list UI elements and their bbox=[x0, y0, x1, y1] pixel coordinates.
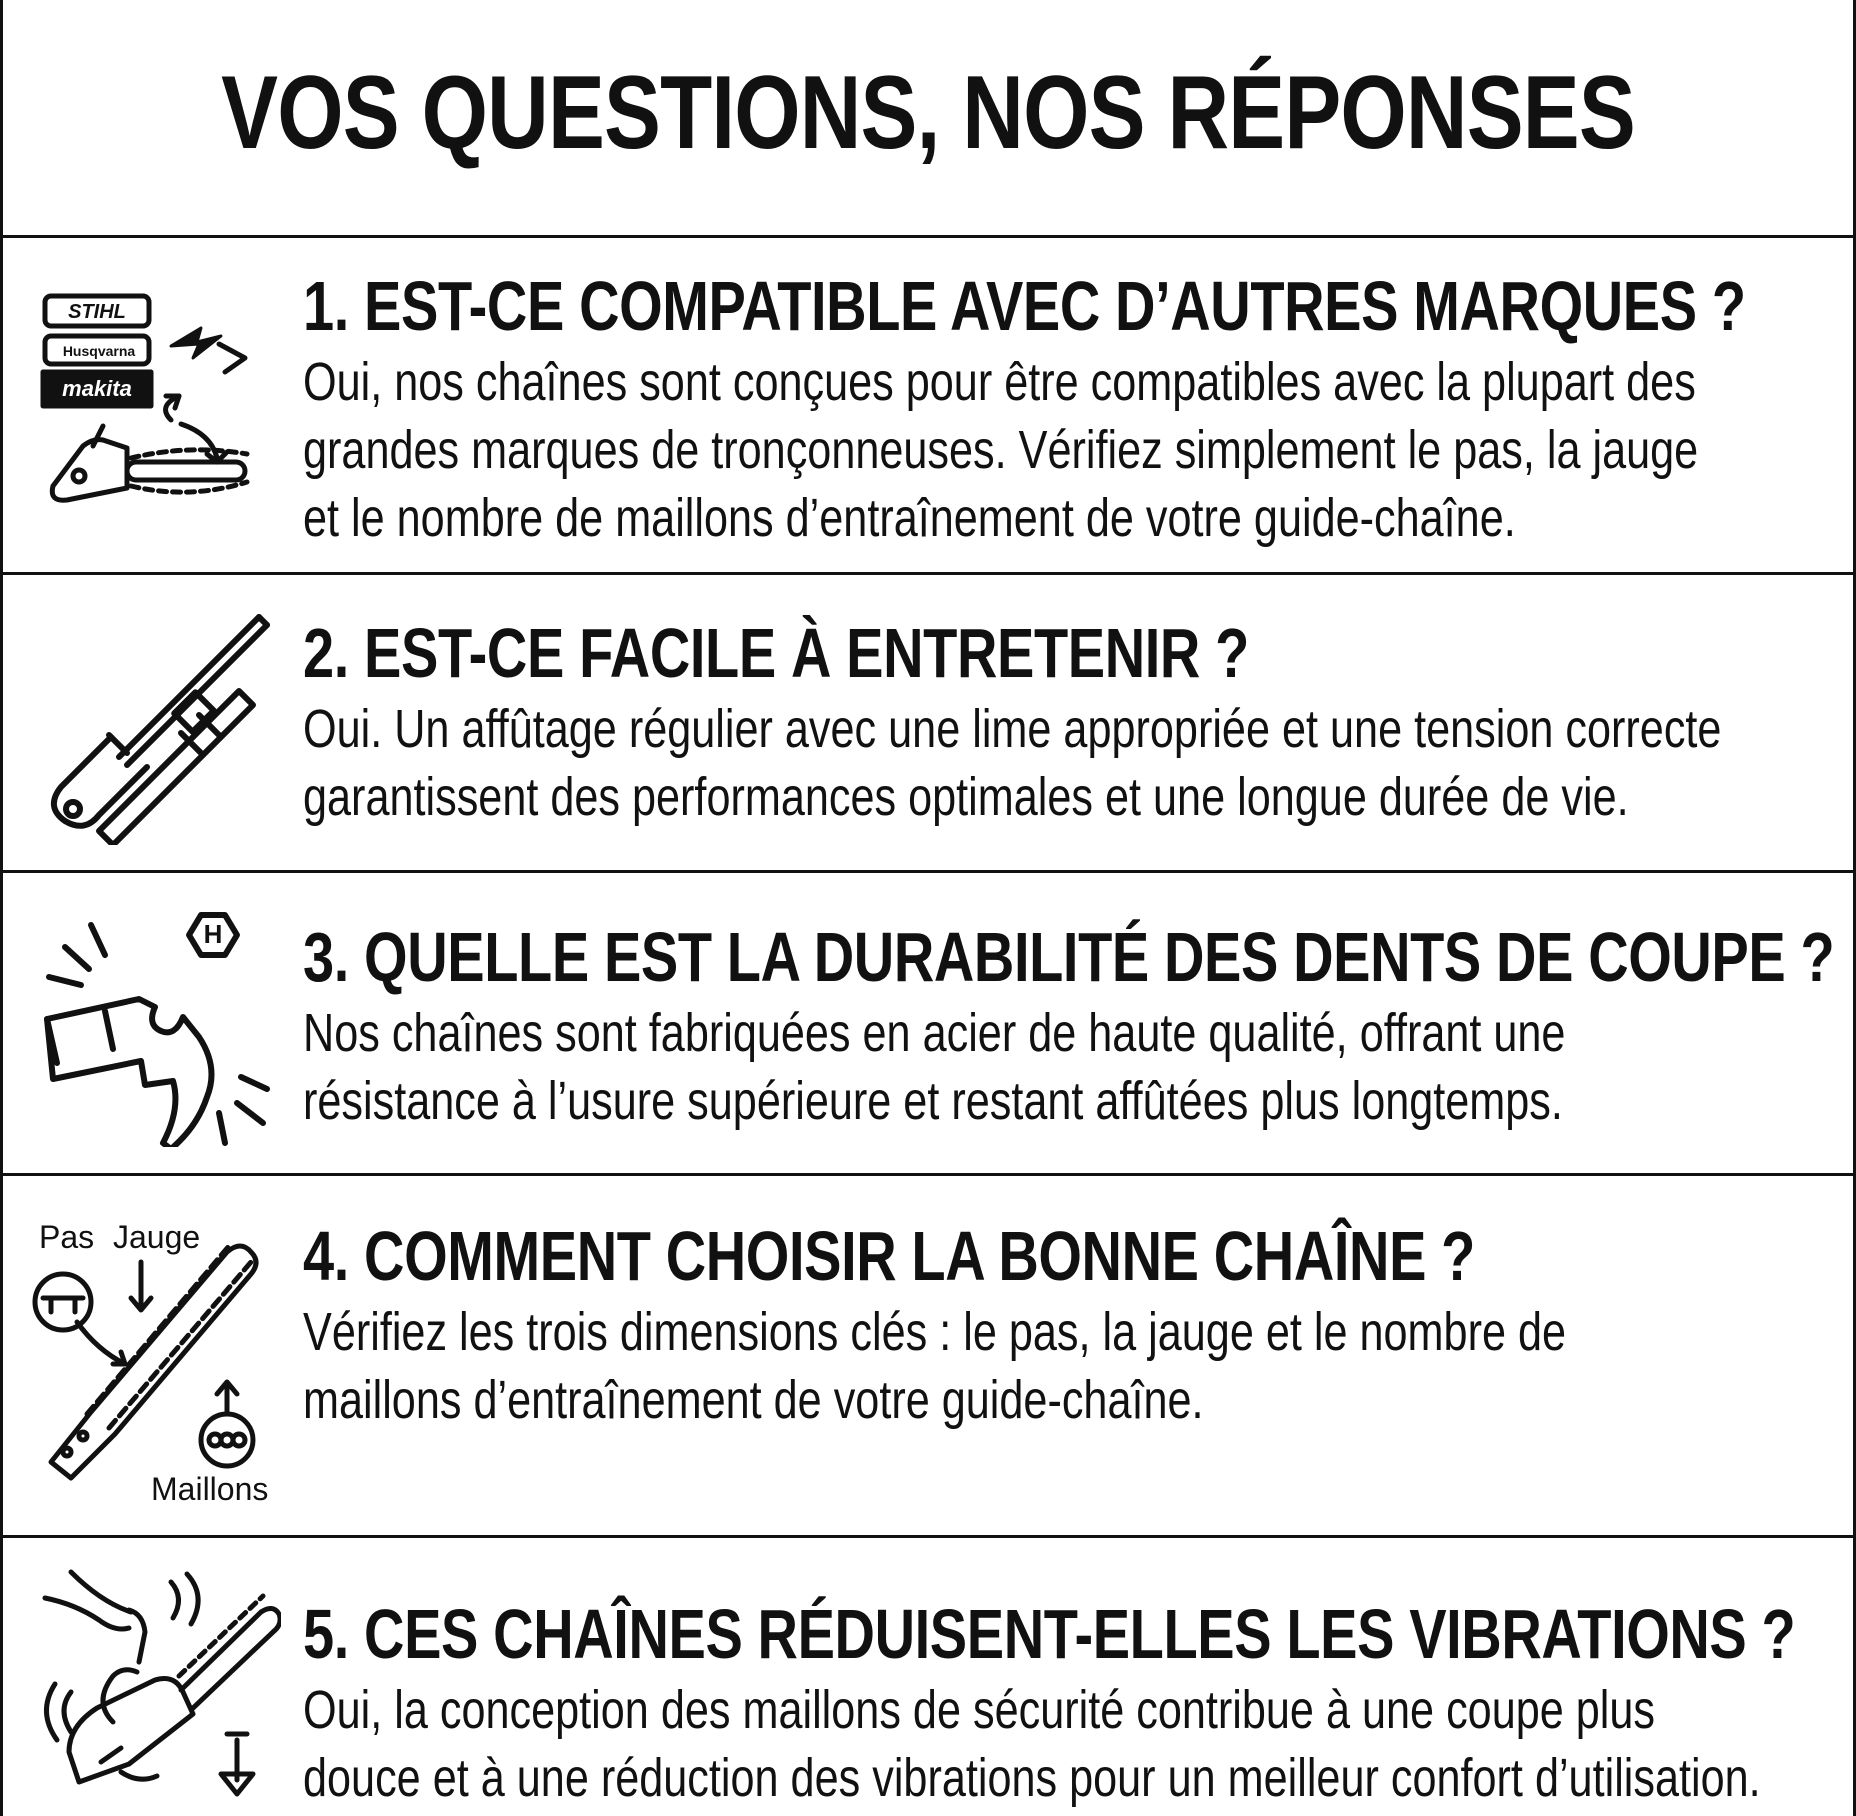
faq-answer-2 bbox=[303, 695, 1722, 831]
faq-item-1-text bbox=[303, 268, 1847, 552]
makita-logo-text: makita bbox=[62, 376, 132, 401]
drive-links-label: Maillons bbox=[151, 1471, 269, 1504]
title-band bbox=[3, 0, 1853, 238]
faq-item-3-text bbox=[303, 919, 1847, 1135]
gauge-label: Jauge bbox=[113, 1219, 201, 1255]
faq-item-2-text bbox=[303, 615, 1847, 831]
page-title: VOS QUESTIONS, NOS RÉPONSES bbox=[221, 55, 1635, 171]
faq-item-3 bbox=[3, 873, 1853, 1176]
faq-item-2 bbox=[3, 575, 1853, 873]
faq-question-3: 3. QUELLE EST LA DURABILITÉ DES DENTS DE COUPE ? bbox=[303, 918, 1835, 996]
faq-answer-5 bbox=[303, 1676, 1761, 1812]
faq-item-5-text bbox=[303, 1596, 1847, 1812]
faq-question-4: 4. COMMENT CHOISIR LA BONNE CHAÎNE ? bbox=[303, 1217, 1475, 1295]
faq-item-5 bbox=[3, 1538, 1853, 1816]
chain-dimensions-icon bbox=[31, 1214, 291, 1504]
brand-compatibility-icon bbox=[31, 286, 281, 526]
faq-answer-1-line-2: grandes marques de tronçonneuses. Vérifiez simplement le pas, la jauge bbox=[303, 420, 1699, 480]
hardened-tooth-icon bbox=[31, 907, 281, 1147]
faq-item-4 bbox=[3, 1176, 1853, 1538]
faq-answer-1 bbox=[303, 348, 1699, 552]
faq-answer-1-line-3: et le nombre de maillons d’entraînement de votre guide-chaîne. bbox=[303, 488, 1516, 548]
faq-question-1: 1. EST-CE COMPATIBLE AVEC D’AUTRES MARQUES ? bbox=[303, 267, 1746, 345]
faq-answer-3-line-1: Nos chaînes sont fabriquées en acier de haute qualité, offrant une bbox=[303, 1003, 1566, 1063]
faq-answer-4 bbox=[303, 1298, 1567, 1434]
file-sharpening-icon bbox=[31, 605, 281, 845]
faq-answer-4-line-2: maillons d’entraînement de votre guide-chaîne. bbox=[303, 1370, 1204, 1430]
hardness-badge-letter: H bbox=[203, 919, 223, 949]
faq-item-1 bbox=[3, 238, 1853, 575]
faq-answer-1-line-1: Oui, nos chaînes sont conçues pour être compatibles avec la plupart des bbox=[303, 352, 1696, 412]
faq-answer-4-line-1: Vérifiez les trois dimensions clés : le pas, la jauge et le nombre de bbox=[303, 1302, 1567, 1362]
reduced-vibration-icon bbox=[31, 1562, 281, 1802]
husqvarna-logo-text: Husqvarna bbox=[62, 343, 136, 359]
faq-answer-2-line-1: Oui. Un affûtage régulier avec une lime appropriée et une tension correcte bbox=[303, 699, 1722, 759]
faq-answer-2-line-2: garantissent des performances optimales et une longue durée de vie. bbox=[303, 767, 1629, 827]
faq-item-4-text bbox=[303, 1218, 1847, 1434]
faq-question-2: 2. EST-CE FACILE À ENTRETENIR ? bbox=[303, 614, 1249, 692]
faq-answer-5-line-1: Oui, la conception des maillons de sécurité contribue à une coupe plus bbox=[303, 1680, 1656, 1740]
faq-question-5: 5. CES CHAÎNES RÉDUISENT-ELLES LES VIBRATIONS ? bbox=[303, 1595, 1796, 1673]
stihl-logo-text: STIHL bbox=[68, 301, 126, 323]
faq-answer-3-line-2: résistance à l’usure supérieure et restant affûtées plus longtemps. bbox=[303, 1071, 1563, 1131]
pitch-label: Pas bbox=[39, 1219, 95, 1255]
faq-answer-5-line-2: douce et à une réduction des vibrations pour un meilleur confort d’utilisation. bbox=[303, 1748, 1761, 1808]
faq-answer-3 bbox=[303, 999, 1566, 1135]
